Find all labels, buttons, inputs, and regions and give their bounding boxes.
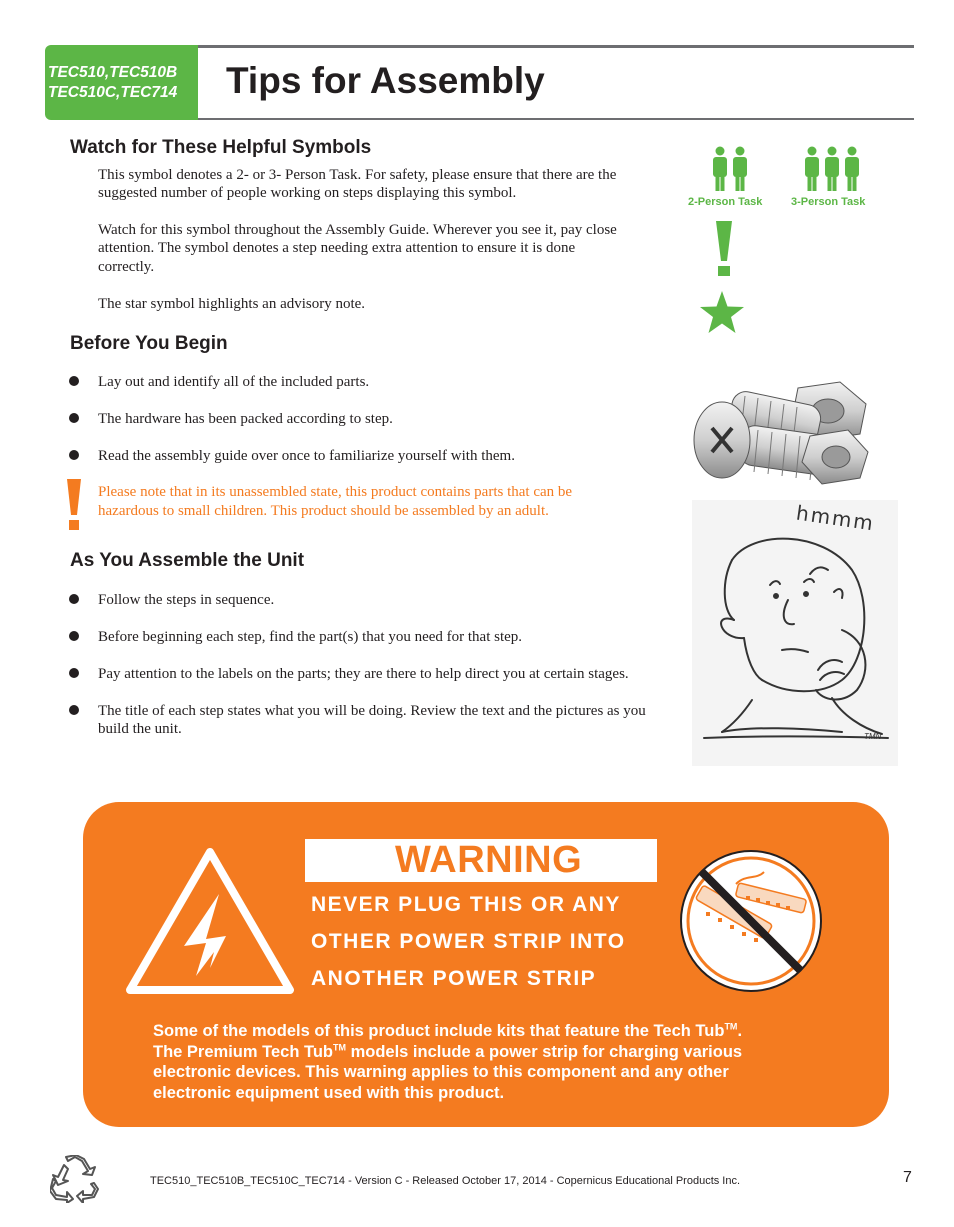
attention-para-line-1: Watch for this symbol throughout the Assembly Guide. Wherever you see it, pay close <box>98 222 617 238</box>
page-number: 7 <box>903 1169 912 1186</box>
attention-para-line-3: correctly. <box>98 259 155 275</box>
recycle-icon <box>50 1155 100 1203</box>
model-tab <box>45 45 198 120</box>
three-person-icon <box>803 146 861 192</box>
footer-text: TEC510_TEC510B_TEC510C_TEC714 - Version C - Released October 17, 2014 - Copernicus Educational Products Inc. <box>150 1175 741 1187</box>
caution-line-2: hazardous to small children. This product should be assembled by an adult. <box>98 503 549 519</box>
assemble-bullet-3: Pay attention to the labels on the parts; they are there to help direct you at certain stages. <box>98 666 629 682</box>
before-bullet-3: Read the assembly guide over once to familiarize yourself with them. <box>98 448 515 464</box>
warning-note-2a: The Premium Tech Tub <box>153 1042 333 1061</box>
star-para: The star symbol highlights an advisory note. <box>98 296 366 312</box>
header-bottom-rule <box>198 118 914 120</box>
star-icon <box>700 291 744 333</box>
bullet-dot <box>69 450 79 460</box>
cartoon-caption: hmmm <box>794 500 877 536</box>
warning-note-line-2 <box>153 1042 843 1063</box>
two-person-label: 2-Person Task <box>688 196 763 208</box>
person-para-line-2: suggested number of people working on steps displaying this symbol. <box>98 185 517 201</box>
attention-para-line-2: attention. The symbol denotes a step needing extra attention to ensure it is done <box>98 240 576 256</box>
before-bullet-1: Lay out and identify all of the included parts. <box>98 374 370 390</box>
warning-note-1a: Some of the models of this product include kits that feature the Tech Tub <box>153 1022 725 1040</box>
bullet-dot <box>69 668 79 678</box>
bullet-dot <box>69 413 79 423</box>
warning-line-2: OTHER POWER STRIP INTO <box>311 930 626 953</box>
bullet-dot <box>69 376 79 386</box>
header-top-rule <box>198 45 914 48</box>
symbols-heading: Watch for These Helpful Symbols <box>70 137 372 158</box>
cartoon-figure-drawing <box>692 500 898 766</box>
warning-note-1b: . <box>737 1022 743 1040</box>
thinking-cartoon <box>692 500 898 766</box>
no-power-strip-icon <box>676 846 826 996</box>
exclamation-icon <box>712 221 736 277</box>
caution-exclamation-icon <box>64 479 84 531</box>
electric-hazard-icon <box>126 848 294 994</box>
page-title: Tips for Assembly <box>226 60 545 101</box>
before-heading: Before You Begin <box>70 333 228 354</box>
assemble-bullet-4-continued: build the unit. <box>98 721 182 737</box>
assemble-bullet-2: Before beginning each step, find the part(s) that you need for that step. <box>98 629 523 645</box>
tm-mark: TM <box>333 1042 346 1052</box>
assemble-bullet-1: Follow the steps in sequence. <box>98 592 275 608</box>
tm-mark: TM <box>724 1021 738 1032</box>
person-para-line-1: This symbol denotes a 2- or 3- Person Task. For safety, please ensure that there are the <box>98 167 617 183</box>
bullet-dot <box>69 594 79 604</box>
hardware-screws-image <box>690 378 870 488</box>
caution-line-1: Please note that in its unassembled state, this product contains parts that can be <box>98 484 573 500</box>
warning-title: WARNING <box>395 839 583 881</box>
two-person-icon <box>710 146 750 192</box>
warning-note-line-4: electronic equipment used with this product. <box>153 1083 505 1102</box>
before-bullet-2: The hardware has been packed according to step. <box>98 411 393 427</box>
model-line-1: TEC510,TEC510B <box>48 64 178 81</box>
assemble-bullet-4: The title of each step states what you will be doing. Review the text and the pictures as you <box>98 703 646 719</box>
warning-note-line-1 <box>153 1021 843 1042</box>
warning-note-2b: models include a power strip for charging various <box>346 1042 743 1061</box>
model-line-2: TEC510C,TEC714 <box>48 84 178 101</box>
bullet-dot <box>69 705 79 715</box>
three-person-label: 3-Person Task <box>791 196 866 208</box>
warning-note-line-3: electronic devices. This warning applies to this component and any other <box>153 1063 729 1081</box>
warning-note <box>153 1021 843 1103</box>
assemble-heading: As You Assemble the Unit <box>70 550 305 571</box>
cartoon-signature: TMN <box>864 732 882 741</box>
bullet-dot <box>69 631 79 641</box>
warning-line-1: NEVER PLUG THIS OR ANY <box>311 893 621 916</box>
warning-line-3: ANOTHER POWER STRIP <box>311 967 597 990</box>
